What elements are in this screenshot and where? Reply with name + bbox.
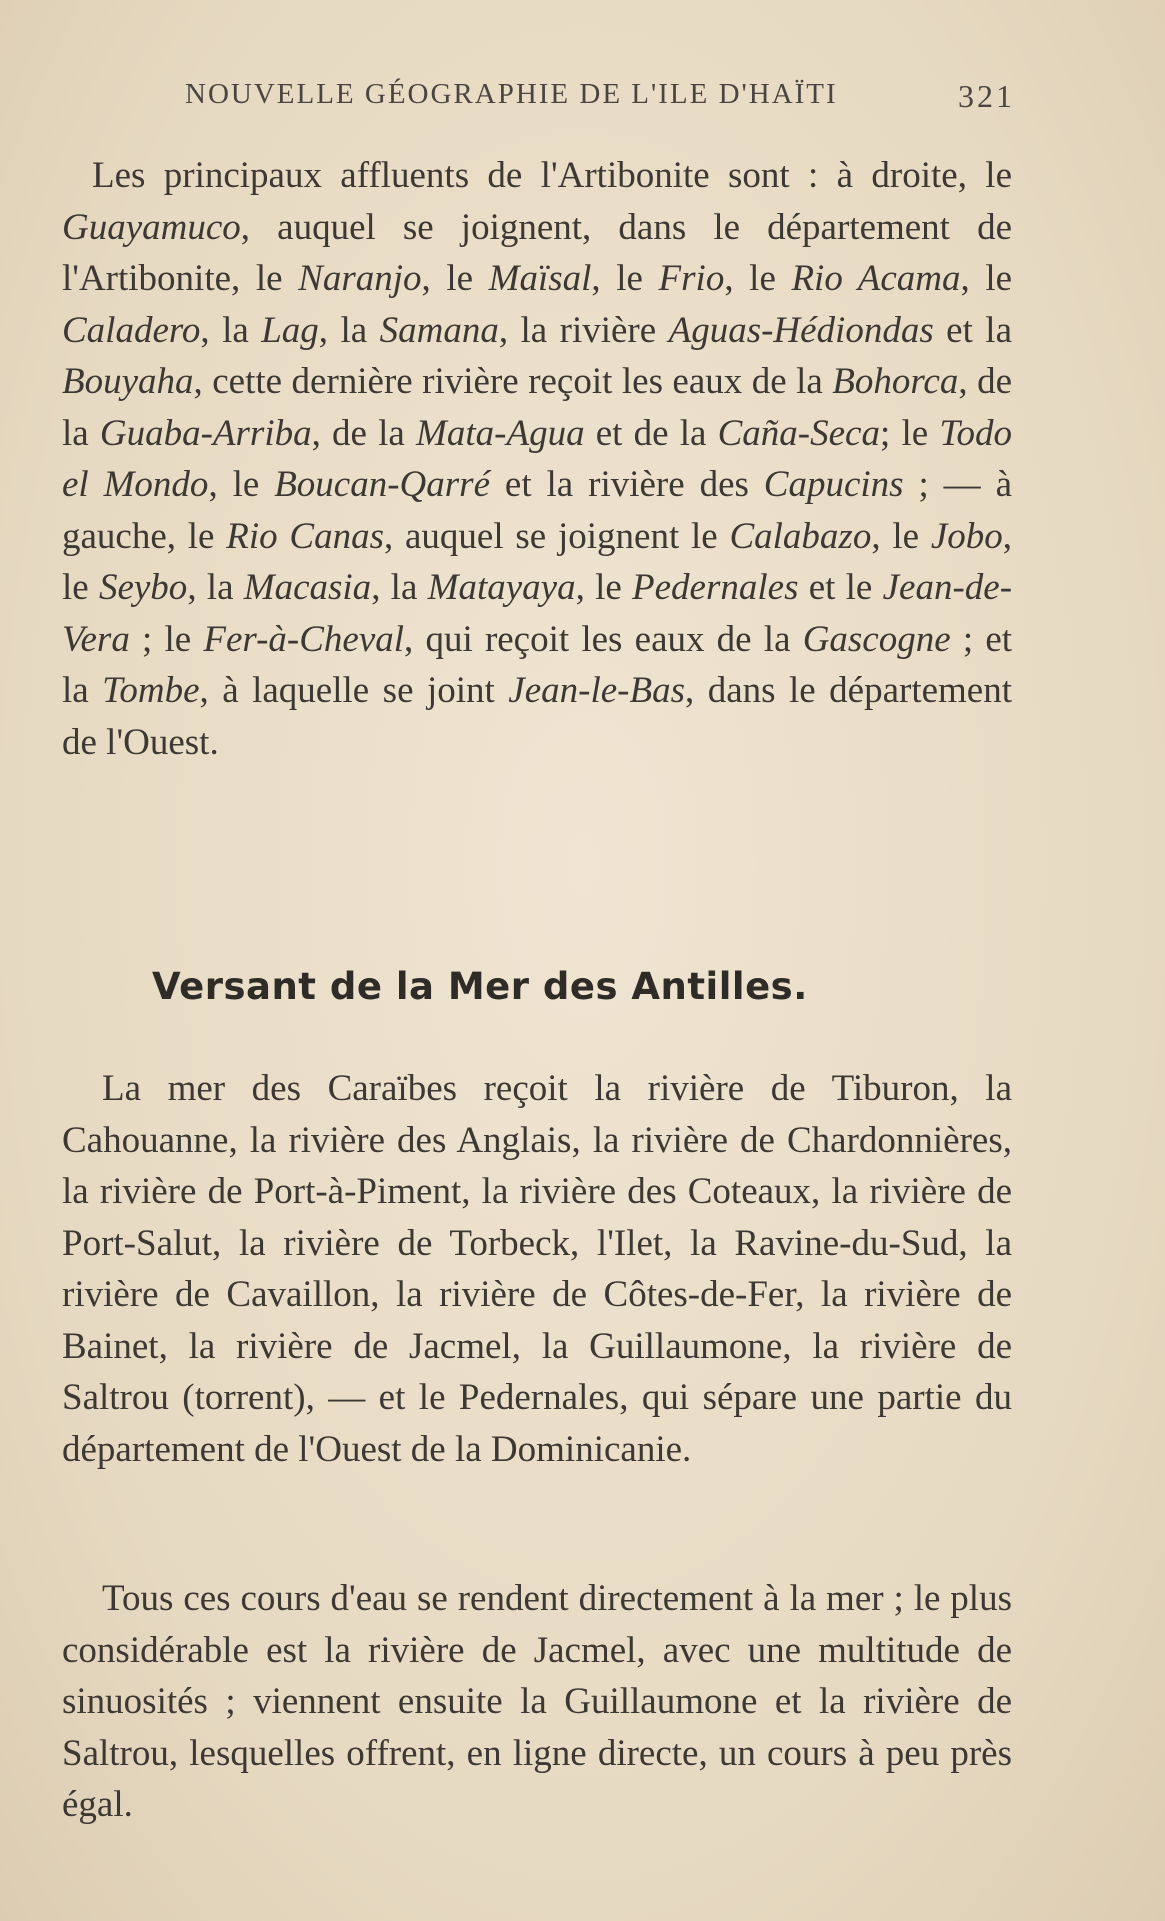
- text-run: , le: [575, 567, 633, 608]
- paragraph-watercourses-summary: Tous ces cours d'eau se rendent directement à la mer ; le plus considérable est la rivière de Jacmel, avec une multitude de sinuosités ; viennent ensuite la Guillaumone et la rivière de Saltrou, lesquelles offrent, en ligne directe, un cours à peu près égal.: [62, 1578, 1012, 1825]
- river-name: Capucins: [763, 464, 904, 505]
- text-run: , auquel se joignent, dans le département de l'Artibonite, le: [62, 206, 1012, 299]
- text-run: et la rivière des: [490, 464, 764, 505]
- river-name: Guayamuco: [62, 206, 241, 248]
- text-run: , à laquelle se joint: [199, 670, 509, 711]
- river-name: Samana: [379, 309, 499, 351]
- text-run: , la: [200, 309, 262, 351]
- text-run: , la: [187, 567, 244, 608]
- text-run: , la: [371, 567, 428, 608]
- river-name: Mata-Agua: [416, 412, 585, 454]
- river-name: Boucan-Qarré: [274, 464, 490, 505]
- text-run: , le: [960, 258, 1013, 299]
- river-name: Todo el Mondo: [62, 412, 1013, 505]
- river-name: Rio Canas: [226, 515, 384, 557]
- river-name: Fer-à-Cheval: [203, 618, 405, 660]
- text-run: ; et la: [62, 618, 1013, 711]
- page-number: 321: [958, 78, 1015, 114]
- text-run: ; le: [129, 618, 204, 660]
- section-heading: Versant de la Mer des Antilles.: [152, 965, 808, 1008]
- running-header: [185, 78, 1015, 122]
- text-run: , le: [591, 258, 659, 299]
- river-name: Caladero: [62, 309, 201, 351]
- text-run: , qui reçoit les eaux de la: [404, 618, 803, 660]
- text-run: , la: [318, 309, 380, 351]
- paragraph-artibonite-tributaries: [62, 150, 1012, 768]
- text-run: , le: [208, 464, 275, 505]
- river-name: Bohorca: [832, 361, 959, 402]
- river-name: Matayaya: [427, 567, 576, 608]
- running-title: NOUVELLE GÉOGRAPHIE DE L'ILE D'HAÏTI: [185, 78, 838, 110]
- river-name: Guaba-Arriba: [99, 412, 312, 454]
- river-name: Bouyaha: [62, 361, 194, 402]
- text-run: , de la: [311, 412, 417, 454]
- river-name: Macasia: [243, 567, 372, 608]
- text-run: , le: [724, 258, 792, 299]
- text-run: , auquel se joignent le: [383, 515, 730, 557]
- text-run: ; — à gauche, le: [62, 464, 1012, 557]
- river-name: Gascogne: [802, 618, 951, 660]
- text-run: , le: [62, 515, 1012, 608]
- text-run: , de la: [62, 361, 1012, 454]
- river-name: Rio Acama: [791, 258, 961, 299]
- river-name: Frio: [658, 258, 725, 299]
- river-name: Pedernales: [632, 567, 799, 608]
- river-name: Seybo: [98, 567, 188, 608]
- river-name: Maïsal: [488, 258, 592, 299]
- river-name: Tombe: [102, 670, 200, 711]
- text-run: et le: [798, 567, 883, 608]
- text-run: , le: [871, 515, 931, 557]
- river-name: Jobo: [930, 515, 1003, 557]
- river-name: Naranjo: [298, 258, 422, 299]
- river-name: Calabazo: [729, 515, 872, 557]
- river-name: Jean-le-Bas: [508, 670, 685, 711]
- paragraph-caribbean-rivers: La mer des Caraïbes reçoit la rivière de Tiburon, la Cahouanne, la rivière des Anglais, la rivière de Chardonnières, la rivière de Port-à-Piment, la rivière des Coteaux, la rivière de Port-Salut, la rivière de Torbeck, l'Ilet, la Ravine-du-Sud, la rivière de Cavaillon, la rivière de Côtes-de-Fer, la rivière de Bainet, la rivière de Jacmel, la Guillaumone, la rivière de Saltrou (torrent), — et le Pedernales, qui sépare une partie du département de l'Ouest de la Dominicanie.: [62, 1068, 1012, 1470]
- text-run: , dans le département de l'Ouest.: [62, 670, 1013, 763]
- text-run: ; le: [879, 412, 940, 454]
- text-run: et de la: [584, 412, 718, 454]
- text-run: , cette dernière rivière reçoit les eaux de la: [193, 361, 833, 402]
- text-run: Les principaux affluents de l'Artibonite sont : à droite, le: [92, 155, 1012, 196]
- text-run: et la: [933, 309, 1012, 351]
- river-name: Lag: [261, 309, 319, 351]
- river-name: Jean-de-Vera: [62, 567, 1013, 660]
- text-run: , la rivière: [498, 309, 669, 351]
- river-name: Aguas-Hédiondas: [668, 309, 934, 351]
- river-name: Caña-Seca: [717, 412, 880, 454]
- text-run: , le: [421, 258, 489, 299]
